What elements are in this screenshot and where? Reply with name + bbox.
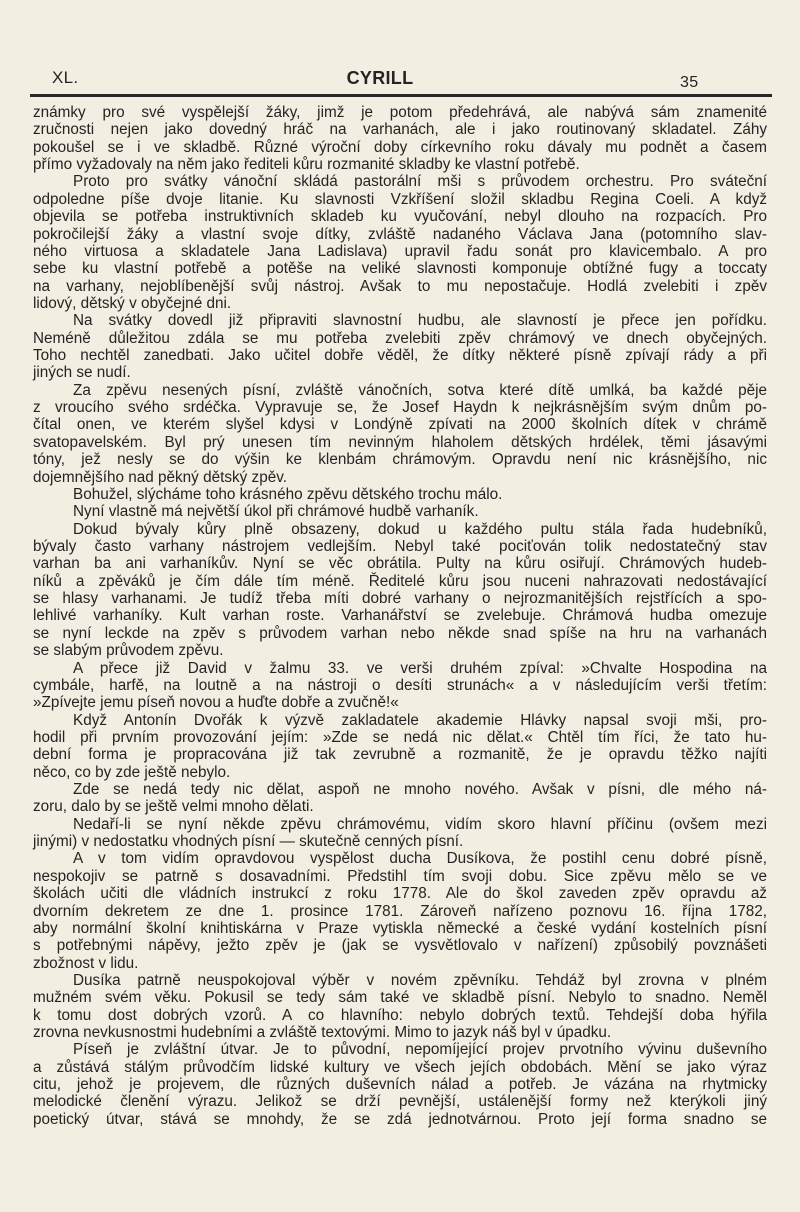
text-line: tóny, jež nesly se do výšin ke klenbám chrámovým. Opravdu není nic krásnějšího, nic xyxy=(33,451,767,469)
text-line: Zde se nedá tedy nic dělat, aspoň ne mnoho nového. Avšak v písni, dle mého ná- xyxy=(73,781,767,799)
paragraph xyxy=(33,486,767,503)
text-line: níků a zpěváků je čím dále tím méně. Ředitelé kůru jsou nuceni nahrazovati nedostávající xyxy=(33,572,767,590)
text-line: z vroucího svého srdéčka. Vypravuje se, že Josef Haydn k nejkrásnějším svým dnům po- xyxy=(33,399,767,417)
paragraph xyxy=(33,781,767,816)
paragraph xyxy=(33,850,767,972)
text-line: »Zpívejte jemu píseň novou a huďte dobře a zvučně!« xyxy=(33,694,399,712)
text-line: Na svátky dovedl již připraviti slavnostní hudbu, ale slavností je přece jen pořídku. xyxy=(73,312,767,330)
text-line: objevila se potřeba instruktivních skladeb ku vyučování, nebyl dlouho na rozpacích. Pro xyxy=(33,208,767,226)
paragraph xyxy=(33,972,767,1041)
text-line: poetický útvar, stává se mnohdy, že se zdá jednotvárnou. Proto její forma snadno se xyxy=(33,1110,767,1128)
paragraph xyxy=(33,503,767,520)
paragraph xyxy=(33,816,767,851)
text-line: melodické členění výrazu. Jelikož se drží pevnější, ustálenější formy než kterýkoli jiný xyxy=(33,1093,767,1111)
text-line: Dokud bývaly kůry plně obsazeny, dokud u každého pultu stála řada hudebníků, xyxy=(73,520,767,538)
text-line: a zůstává stálým průvodčím lidské kultury ve všech jejích obdobách. Mění se jako výraz xyxy=(33,1058,767,1076)
text-line: A v tom vidím opravdovou vyspělost ducha Dusíkova, že postihl cenu dobré písně, xyxy=(73,850,767,868)
article-body xyxy=(33,104,767,1128)
text-line: ného virtuosa a skladatele Jana Ladislava) upravil řadu sonát pro klavicembalo. A pro xyxy=(33,242,767,260)
text-line: zručnosti nejen jako dovedný hráč na varhanách, ale i jako routinovaný skladatel. Záhy xyxy=(33,121,767,139)
text-line: Proto pro svátky vánoční skládá pastorální mši s průvodem orchestru. Pro sváteční xyxy=(73,173,767,191)
paragraph xyxy=(33,173,767,312)
text-line: přímo vyžadovaly na něm jako řediteli kůru rozmanité skladby ke vlastní potřebě. xyxy=(33,156,580,174)
text-line: odpoledne píše dvoje litanie. Ku slavnosti Vzkříšení složil skladbu Regina Coeli. A když xyxy=(33,190,767,208)
text-line: sebe ku vlastní potřebě a potěše na veliké slavnosti komponuje obtížné fugy a toccaty xyxy=(33,260,767,278)
text-line: A přece již David v žalmu 33. ve verši druhém zpíval: »Chvalte Hospodina na xyxy=(73,659,767,677)
text-line: dvorním dekretem ze dne 1. prosince 1781. Zároveň nařízeno poznovu 16. října 1782, xyxy=(33,902,767,920)
text-line: Za zpěvu nesených písní, zvláště vánočních, sotva které dítě umlká, ba každé pěje xyxy=(73,381,767,399)
text-line: na varhany, nejoblíbenější svůj nástroj. Avšak to mu nepostačuje. Hodlá zvelebiti i zpěv xyxy=(33,277,767,295)
text-line: citu, jehož je projevem, dle různých duševních nálad a potřeb. Je vázána na rhytmicky xyxy=(33,1076,767,1094)
text-line: lehlivé varhaníky. Kult varhan roste. Varhanářství se zvelebuje. Chrámová hudba omezuje xyxy=(33,607,767,625)
text-line: známky pro své vyspělejší žáky, jimž je potom předehrává, ale nabývá sám znamenité xyxy=(33,104,767,121)
text-line: Když Antonín Dvořák k výzvě zakladatele akademie Hlávky napsal svoji mši, pro- xyxy=(73,711,767,729)
paragraph xyxy=(33,660,767,712)
text-line: jinými) v nedostatku vhodných písní — skutečně cenných písní. xyxy=(33,833,464,851)
text-line: bývaly často varhany nástrojem vedlejším. Nebyl také pociťován tolik nedostatečný stav xyxy=(33,537,767,555)
text-line: lidový, dětský v obyčejné dni. xyxy=(33,294,232,312)
text-line: čítal onen, ve kterém slyšel kdysi v Londýně zpívati na 2000 školních dítek v chrámě xyxy=(33,416,767,434)
text-line: dební forma je propracována již tak zevrubně a rozmanitě, že je opravdu těžko najíti xyxy=(33,746,767,764)
text-line: jiných se nudí. xyxy=(33,364,131,382)
paragraph xyxy=(33,382,767,486)
header-rule xyxy=(30,94,772,97)
text-line: aby normální školní knihtiskárna v Praze vytiskla německé a české vydání kostelních písní xyxy=(33,919,767,937)
paragraph xyxy=(33,1041,767,1128)
text-line: něco, co by zde ještě nebylo. xyxy=(33,763,231,781)
text-line: svatopavelském. Byl prý unesen tím nevinným hlaholem dětských hrdélek, těmi jásavými xyxy=(33,433,767,451)
text-line: pokročilejší žáky a vlastní svoje dítky, zvláště nadaného Václava Jana (potomního slav- xyxy=(33,225,767,243)
text-line: se nyní leckde na zpěv s průvodem varhan nebo někde snad spíše na hru na varhanách xyxy=(33,624,767,642)
paragraph xyxy=(33,104,767,173)
text-line: nespokojiv se patrně s dosavadními. Předstihl tím svoji dobu. Sice zpěvu mělo se ve xyxy=(33,867,767,885)
text-line: Nyní vlastně má největší úkol při chrámové hudbě varhaník. xyxy=(73,503,479,521)
journal-title: CYRILL xyxy=(346,68,414,88)
text-line: s potřebnými nápěvy, ježto zpěv je (jak se vysvětlovalo v nařízení) způsobilý povznášeti xyxy=(33,937,767,955)
text-line: zrovna nevkusnostmi hudebními a zvláště textovými. Mimo to jazyk náš byl v úpadku. xyxy=(33,1024,612,1042)
text-line: dojemnějšího nad pěkný dětský zpěv. xyxy=(33,468,287,486)
text-line: k tomu dost dobrých vzorů. A co hlavního: nebylo dobrých textů. Tehdejší doba hýřila xyxy=(33,1006,767,1024)
text-line: Nedaří-li se nyní někde zpěvu chrámovému, vidím skoro hlavní příčinu (ovšem mezi xyxy=(73,815,767,833)
text-line: Píseň je zvláštní útvar. Je to původní, nepomíjející projev prvotního vývinu duševního xyxy=(73,1041,767,1059)
text-line: Bohužel, slýcháme toho krásného zpěvu dětského trochu málo. xyxy=(73,485,503,503)
text-line: mužném svém věku. Pokusil se tedy sám také ve skladbě písní. Nebylo to snadno. Neměl xyxy=(33,989,767,1007)
text-line: cymbále, harfě, na loutně a na nástroji o desíti strunách« a v následujícím verši třetím: xyxy=(33,676,767,694)
paragraph xyxy=(33,312,767,381)
paragraph xyxy=(33,521,767,660)
text-line: Dusíka patrně neuspokojoval výběr v novém zpěvníku. Tehdáž byl zrovna v plném xyxy=(73,971,767,989)
text-line: Neméně důležitou zdála se mu potřeba zvelebiti zpěv chrámový ve dnech obyčejných. xyxy=(33,329,767,347)
paragraph xyxy=(33,712,767,781)
text-line: školách učiti dle vládních instrukcí z roku 1778. Ale do škol zaveden zpěv opravdu až xyxy=(33,885,767,903)
text-line: zbožnost v lidu. xyxy=(33,954,139,972)
text-line: zoru, dalo by se ještě velmi mnoho dělati. xyxy=(33,798,314,816)
volume-number: XL. xyxy=(52,68,79,87)
page-number: 35 xyxy=(680,74,699,91)
text-line: hodil při prvním provozování jejím: »Zde se nedá nic dělat.« Chtěl tím říci, že tato hu- xyxy=(33,728,767,746)
text-line: Toho nechtěl zanedbati. Jako učitel dobře věděl, že dítky některé písně zpívají rády a při xyxy=(33,347,767,365)
text-line: se slabým průvodem zpěvu. xyxy=(33,642,224,660)
text-line: pokoušel se i ve skladbě. Různé výroční doby církevního roku dávaly mu podnět a časem xyxy=(33,138,767,156)
text-line: varhan ba ani varhaníkův. Nyní se věc obrátila. Pulty na kůru osiřují. Chrámových hudeb- xyxy=(33,555,767,573)
text-line: se hlasy varhanami. Je tudíž třeba míti dobré varhany o nejrozmanitějších rejstřících a spo- xyxy=(33,590,767,608)
